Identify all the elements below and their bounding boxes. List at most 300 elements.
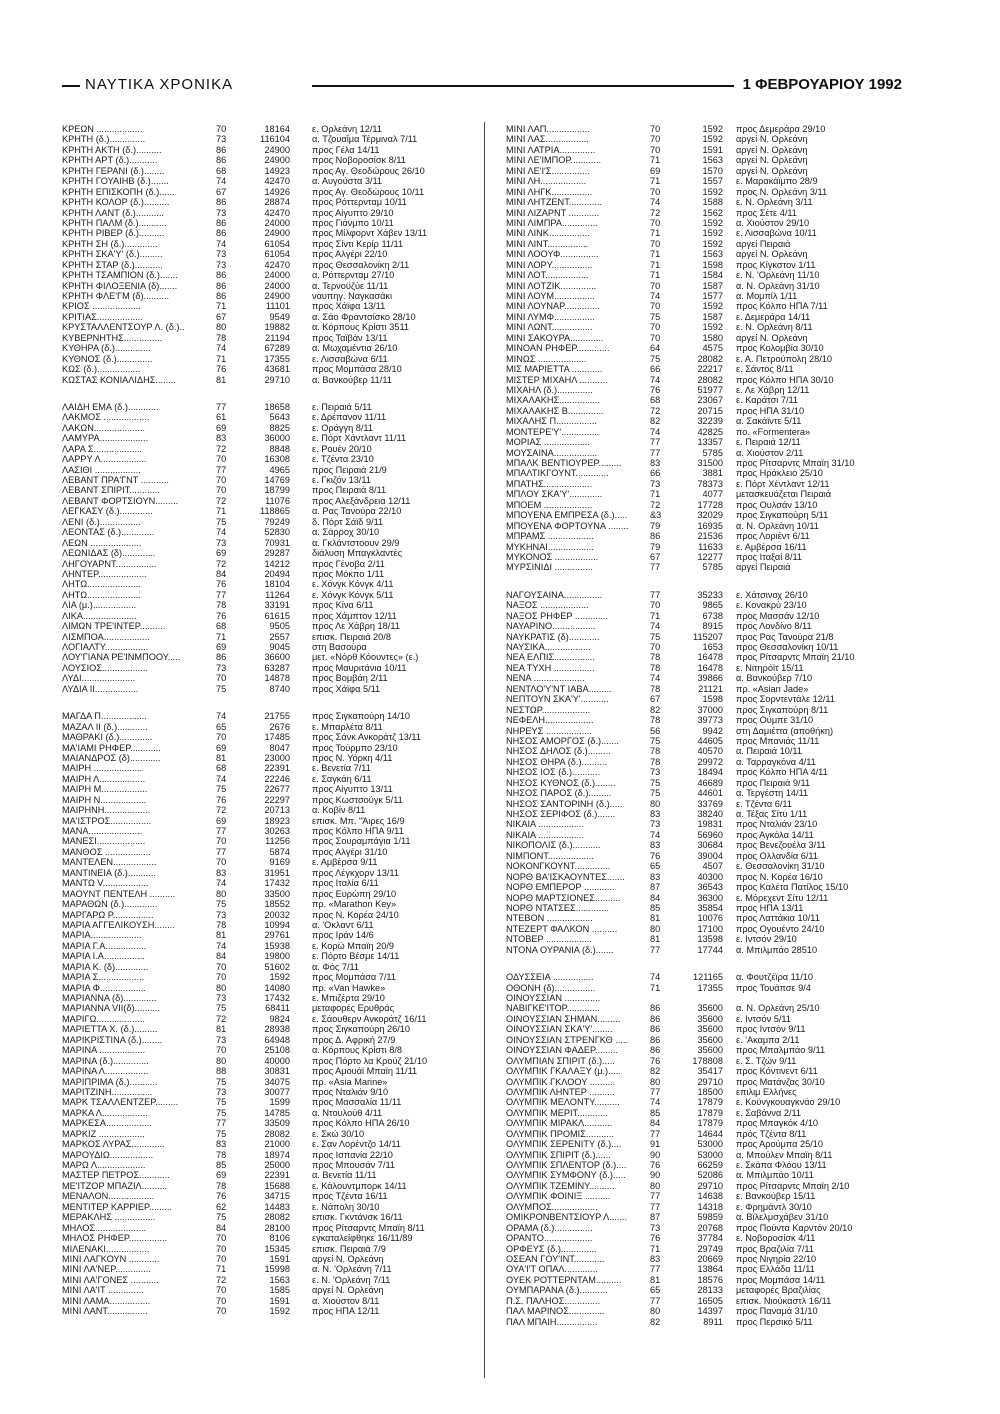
position-info: προς Πειραιά 9/11 (736, 777, 811, 788)
build-year: 75 (216, 784, 227, 795)
build-year: 83 (650, 1253, 661, 1264)
build-year: 72 (650, 207, 661, 218)
tonnage: 1592 (702, 322, 723, 333)
ship-name: ΜΙΝΙ ΛΑΓΚΟΥΝ ............ (62, 1253, 160, 1264)
position-info: προς Ισπανία 22/10 (312, 1149, 393, 1160)
position-info: ε. Λε Χάβρη 12/11 (736, 384, 810, 395)
position-info: ε. Νάπολη 30/10 (312, 1201, 380, 1212)
position-info: προς Μπαλμπάο 9/11 (736, 1045, 826, 1056)
tonnage: 32029 (697, 510, 723, 521)
tonnage: 1570 (702, 165, 723, 176)
build-year: 74 (650, 972, 661, 983)
build-year: 73 (216, 537, 227, 548)
position-info: ε. Μπιζέρτα 29/10 (312, 993, 385, 1003)
ship-name: ΛΟΓΙΑΛΤΥ................. (62, 642, 149, 652)
build-year: 74 (216, 773, 227, 784)
position-info: αργεί Ν. Ορλεάνη (312, 1285, 384, 1296)
ship-name: ΜΟΝΤΕΡΕ'Υ'............... (506, 426, 600, 437)
tonnage: 17485 (264, 732, 290, 743)
build-year: 70 (650, 600, 661, 611)
build-year: 78 (650, 652, 661, 663)
tonnage: 78373 (697, 478, 723, 489)
build-year: 76 (216, 364, 227, 375)
ship-name: ΚΡΗΤΗ ΦΛΕ'ΓΜ (δ).......... (62, 291, 170, 301)
position-info: προς Μασσαλία 11/11 (312, 1097, 402, 1108)
position-info: ε. Κορώ Μπαϊη 20/9 (312, 940, 395, 951)
position-info: προς Αγκόλα 14/11 (736, 829, 814, 840)
tonnage: 25000 (264, 1160, 290, 1170)
tonnage: 24900 (264, 155, 290, 166)
position-info: προς Αγ. Θεοδώρους 10/11 (312, 186, 425, 197)
tonnage: 17432 (264, 878, 290, 889)
ship-name: ΟΔΥΣΣΕΙΑ ................ (506, 972, 594, 983)
ship-name: ΜΠΑΛΚ ΒΕΝΤΙΟΥΡΕΡ......... (506, 458, 622, 468)
ship-name: ΟΛΥΜΠΙΚ ΣΠΙΡΙΤ (δ.)...... (506, 1149, 611, 1160)
position-info: προς Κόντινεντ 6/11 (736, 1066, 818, 1077)
tonnage: 8848 (269, 443, 290, 454)
position-info: προς Τζέντα 16/11 (312, 1191, 388, 1202)
tonnage: 1592 (702, 228, 723, 239)
ship-name: ΛΕΩΝ .................... (62, 537, 142, 548)
position-info: προς Κόλπο ΗΠΑ 30/10 (736, 374, 834, 385)
tonnage: 22246 (264, 773, 290, 784)
position-info: προς Αίγυπτο 29/10 (312, 207, 394, 218)
ship-name: ΟΛΥΜΠΙΚ ΜΕΛΟΝΤΥ.......... (506, 1097, 620, 1108)
ship-name: ΜΑΝΕΣΙ................... (62, 836, 146, 847)
position-info: ε. 'Ακαμπα 2/11 (736, 1034, 800, 1045)
position-info: α. Μωχαμέντια 26/10 (312, 343, 398, 354)
ship-name: ΝΕΑ ΕΛΠΙΣ................ (506, 652, 595, 663)
tonnage: 24900 (264, 228, 290, 239)
build-year: 72 (216, 1274, 227, 1285)
tonnage: 64948 (264, 1034, 290, 1045)
position-info: ε. Σαβάννα 2/11 (736, 1107, 802, 1118)
position-info: ε. Σάντος 8/11 (736, 364, 794, 375)
ship-name: ΛΙΚΑ..................... (62, 610, 137, 621)
tonnage: 42470 (264, 259, 290, 270)
tonnage: 79249 (264, 516, 290, 527)
ship-name: ΜΙΧΑΛΑΚΗΣ................ (506, 395, 601, 406)
ship-name: ΜΙΝΩΣ ................... (506, 353, 587, 364)
tonnage: 11076 (265, 495, 290, 506)
tonnage: 1563 (269, 1274, 290, 1285)
tonnage: 28082 (264, 1212, 290, 1223)
ship-name: ΜΙΛΕΝΑΚΙ................. (62, 1243, 150, 1254)
position-info: προς Περσικό 5/11 (736, 1316, 813, 1327)
ship-name: ΜΑΡΙΑ.................... (62, 930, 142, 941)
tonnage: 30831 (264, 1066, 290, 1077)
ship-name: ΛΥΔΙΑ ΙΙ................. (62, 683, 139, 694)
build-year: 72 (216, 495, 227, 506)
tonnage: 8106 (269, 1233, 290, 1244)
build-year: 78 (650, 756, 661, 767)
position-info: α. Ρόττερνταμ 27/10 (312, 270, 395, 281)
position-info: α. Ντουλούθ 4/11 (312, 1107, 383, 1118)
tonnage: 18494 (697, 767, 723, 778)
tonnage: 16935 (697, 520, 723, 531)
tonnage: 23000 (264, 752, 290, 763)
position-info: προς Ματάνζας 30/10 (736, 1076, 825, 1087)
header-rule (312, 85, 734, 87)
ship-name: ΟΡΦΕΥΣ (δ.).............. (506, 1243, 597, 1254)
build-year: 86 (216, 291, 227, 301)
ship-name: ΜΑΡΓΑΡΩ Ρ................ (62, 909, 154, 920)
position-info: πρός Τζέντα 8/11 (736, 1128, 807, 1139)
position-info: προς Νοβοροσίσκ 8/11 (312, 155, 406, 166)
tonnage: 5874 (269, 846, 290, 857)
tonnage: 14923 (264, 165, 290, 176)
ship-name: ΜΑ'ΙΣΤΡΟΣ................ (62, 815, 152, 826)
tonnage: 29749 (697, 1243, 723, 1254)
tonnage: 22217 (697, 364, 723, 375)
page-header (62, 76, 902, 96)
tonnage: 1557 (702, 176, 723, 187)
ship-name: ΝΕΝΤΛΟ'Υ'ΝΤ ΙΑΒΑ......... (506, 683, 612, 694)
ship-name: ΜΙΝΟΑΝ ΡΗΦΕΡ............. (506, 343, 610, 354)
tonnage: 10076 (697, 913, 723, 924)
build-year: 74 (216, 176, 227, 187)
tonnage: 33769 (697, 798, 723, 809)
build-year: 71 (650, 489, 661, 500)
ship-name: ΜΑ'ΙΑΜΙ ΡΗΦΕΡ............ (62, 742, 161, 753)
ship-name: ΚΥΘΝΟΣ (δ.).............. (62, 353, 153, 364)
ship-name: ΜΑΡΚΙΖ .................. (62, 1128, 145, 1139)
tonnage: 22677 (264, 784, 290, 795)
position-info: προς Λονδίνο 8/11 (736, 621, 812, 632)
ship-name: ΚΡΗΤΗ ΑΚΤΗ (δ.).......... (62, 144, 162, 155)
tonnage: 14397 (697, 1306, 723, 1317)
tonnage: 33500 (264, 888, 290, 899)
build-year: 90 (650, 1170, 661, 1181)
position-info: προς Ρίτσαρντς Μπαϊη 2/10 (736, 1180, 850, 1191)
build-year: 75 (650, 311, 661, 322)
ship-name: ΚΡΗΤΗ ΣΤΑΡ (δ.)........... (62, 259, 163, 270)
tonnage: 33191 (264, 600, 290, 611)
build-year: 74 (650, 673, 661, 684)
position-info: προς Αλγέρι 31/10 (312, 846, 388, 857)
tonnage: 34715 (264, 1191, 290, 1202)
position-info: προς Κολομβία 30/10 (736, 343, 824, 354)
build-year: 64 (650, 343, 661, 354)
ship-name: ΜΙΝΙ ΛΙΝΚ................ (506, 228, 590, 239)
position-info: α. Σακάϊντε 5/11 (736, 416, 802, 427)
ship-name: ΜΕΝΑΛΟΝ.................. (62, 1191, 155, 1202)
position-info: ε. Μαρακάϊμπο 28/9 (736, 176, 818, 187)
build-year: 70 (216, 124, 227, 134)
build-year: 72 (650, 499, 661, 510)
ship-name: ΝΤΕΒΟΝ .................. (506, 913, 593, 924)
ship-name: ΜΑΡΙΕΤΤΑ Χ. (δ.)......... (62, 1024, 158, 1035)
ship-name: ΜΙΝΙ ΛΑΜΑ................ (62, 1295, 151, 1306)
position-info: προς Αγ. Θεοδώρους 26/10 (312, 165, 425, 176)
ship-name: ΜΙΝΙ ΛΟΤΖΙΚ.............. (506, 280, 597, 291)
position-info: προς Ουλσάν 13/10 (736, 499, 818, 510)
position-info: προς Ιταξαί 8/11 (736, 551, 802, 562)
ship-name: ΜΑΡΙΑ Ι.Α................ (62, 951, 145, 962)
ship-name: ΜΙΝΙ ΛΟΥΜ................ (506, 291, 595, 301)
build-year: 83 (216, 1139, 227, 1150)
build-year: 81 (216, 374, 227, 385)
position-info: προς Αλεξάνδρεια 12/11 (312, 495, 411, 506)
ship-name: ΝΙΜΠΟΝΤ.................. (506, 850, 594, 861)
build-year: 84 (216, 951, 227, 962)
build-year: 73 (216, 1086, 227, 1097)
build-year: 90 (650, 1149, 661, 1160)
ship-name: ΛΕΝΙ (δ.)................ (62, 516, 141, 527)
ship-name: ΜΠΑΛΤΙΚΓΟΥΝΤ............. (506, 468, 609, 479)
build-year: 85 (650, 902, 661, 913)
ship-name: ΚΡΥΣΤΑΛΛΕΝΤΣΟΥΡ Λ. (δ.).. (62, 322, 185, 333)
tonnage: 20768 (697, 1222, 723, 1233)
tonnage: 1592 (702, 217, 723, 228)
ship-name: ΜΑΡΙΑ Κ. (δ)............. (62, 961, 149, 972)
tonnage: 2557 (269, 631, 290, 642)
build-year: 80 (216, 1055, 227, 1066)
tonnage: 9824 (269, 1013, 290, 1024)
tonnage: 25108 (264, 1045, 290, 1056)
position-info: ε. Χόνγκ Κόνγκ 4/11 (312, 579, 394, 590)
tonnage: 19831 (697, 819, 723, 830)
tonnage: 30077 (264, 1086, 290, 1097)
ship-name: ΛΕΒΑΝΤ ΠΡΑ'ΓΝΤ ........... (62, 475, 169, 485)
ship-name: ΝΕΣΤΩΡ................... (506, 704, 591, 715)
build-year: 80 (216, 322, 227, 333)
position-info: αργεί Ν. Ορλεάνη (736, 332, 808, 343)
build-year: 86 (650, 1024, 661, 1035)
position-info: προς Ταϊβάν 13/11 (312, 332, 388, 343)
ship-name: ΜΗΛΟΣ.................... (62, 1222, 147, 1233)
position-info: στη Βασούρα (312, 642, 367, 652)
build-year: 70 (216, 454, 227, 465)
build-year: 61 (216, 412, 227, 423)
tonnage: 2676 (269, 721, 290, 732)
ship-name: ΜΙΝΙ ΛΟΡΥ................ (506, 259, 593, 270)
position-info: α. Μπούλεν Μπαϊη 8/11 (736, 1149, 833, 1160)
tonnage: 1592 (269, 1306, 290, 1317)
position-info: προς Χάμπτον 12/11 (312, 610, 397, 621)
tonnage: 40570 (697, 746, 723, 757)
build-year: 75 (650, 788, 661, 799)
position-info: α. Γκλάντστοουν 29/9 (312, 537, 400, 548)
position-info: προς Καλέτα Πατίλος 15/10 (736, 882, 849, 893)
ship-name: ΚΡΗΤΗ ΕΠΙΣΚΟΠΗ (δ.)...... (62, 186, 175, 197)
build-year: 81 (216, 930, 227, 941)
ship-name: ΜΑΡΙΑ Σ.................. (62, 972, 145, 983)
build-year: 77 (650, 1086, 661, 1097)
tonnage: 9549 (269, 311, 290, 322)
position-info: προς Νιγηρία 22/10 (736, 1253, 817, 1264)
ship-name: ΛΗΝΤΕΡ................... (62, 568, 147, 579)
build-year: 71 (650, 610, 661, 621)
position-info: α. Μπιλμπάο 10/11 (736, 1170, 814, 1181)
build-year: 68 (216, 763, 227, 774)
build-year: 86 (216, 155, 227, 166)
ship-name: ΝΗΣΟΣ ΠΑΡΟΣ (δ.)......... (506, 788, 612, 799)
tonnage: 23067 (697, 395, 723, 406)
position-info: ε. Τζέντα 6/11 (736, 798, 792, 809)
build-year: 65 (216, 721, 227, 732)
tonnage: 5785 (702, 447, 723, 458)
build-year: 72 (216, 558, 227, 569)
position-info: επισκ. Πειραιά 7/9 (312, 1243, 386, 1254)
build-year: 67 (216, 311, 227, 322)
position-info: αργεί Ν. Ορλεάνη (736, 155, 808, 166)
build-year: 70 (650, 332, 661, 343)
ship-name: ΟΛΥΜΠΙΚ ΣΥΜΦΟΝΥ (δ.)..... (506, 1170, 626, 1181)
tonnage: 1598 (702, 259, 723, 270)
position-info: α. Ν. Ορλεάνη 10/11 (736, 520, 819, 531)
build-year: 80 (650, 923, 661, 934)
position-info: ε. Δρέπανον 11/11 (312, 412, 387, 423)
ship-name: ΟΥΜΠΑΡΑΝΑ (δ.)........... (506, 1285, 608, 1296)
ship-name: ΜΑΝΘΟΣ .................. (62, 846, 151, 857)
tonnage: 42470 (264, 176, 290, 187)
tonnage: 29972 (697, 756, 723, 767)
tonnage: 30684 (697, 840, 723, 851)
tonnage: 19882 (264, 322, 290, 333)
ship-name: ΚΡΗΤΗ ΓΕΡΑΝΙ (δ.)........ (62, 165, 165, 176)
position-info: αργεί Ν. Ορλεάνη (736, 144, 808, 155)
tonnage: 61054 (264, 238, 290, 249)
position-info: ε. Χάτσινοχ 26/10 (736, 589, 808, 600)
build-year: 75 (650, 777, 661, 788)
ship-name: ΜΑΡΙΚΡΙΣΤΙΝΑ (δ.)........ (62, 1034, 163, 1045)
ship-name: ΛΕΩΝΙΔΑΣ (δ)............. (62, 548, 156, 559)
build-year: 67 (650, 694, 661, 705)
ship-name: ΝΙΚΑΙΑ .................. (506, 829, 585, 840)
build-year: 73 (216, 259, 227, 270)
tonnage: 8915 (702, 621, 723, 632)
ship-name: ΟΜΙΚΡΟΝΒΕΝΤΣΙΟΥΡ Λ....... (506, 1212, 628, 1223)
position-info: ε. Ιντσόν 5/11 (736, 1013, 791, 1024)
build-year: 77 (650, 589, 661, 600)
tonnage: 17879 (697, 1118, 723, 1129)
ship-name: ΝΕΑ ΤΥΧΗ ................ (506, 662, 595, 673)
position-info: α. Μπιλμπάο 28510 (736, 944, 818, 955)
tonnage: 52086 (697, 1170, 723, 1181)
build-year: 70 (650, 280, 661, 291)
tonnage: 31951 (264, 867, 290, 878)
tonnage: 40000 (264, 1055, 290, 1066)
build-year: 86 (650, 1003, 661, 1014)
build-year: 80 (216, 982, 227, 993)
position-info: ε. Α. Πετρούπολη 28/10 (736, 353, 833, 364)
position-info: προς Γέλα 14/11 (312, 144, 380, 155)
ship-name: ΜΙΝΙ ΛΑΝΤ................ (62, 1306, 148, 1317)
position-info: προς Χάϊφα 5/11 (312, 683, 381, 694)
build-year: 70 (650, 144, 661, 155)
tonnage: 36000 (264, 433, 290, 444)
build-year: 88 (216, 1066, 227, 1077)
build-year: 70 (216, 836, 227, 847)
build-year: 70 (216, 485, 227, 496)
ship-name: ΛΑΙΔΗ ΕΜΑ (δ.)............ (62, 401, 159, 412)
build-year: 86 (216, 228, 227, 239)
position-info: ε. Τζέντα 23/10 (312, 454, 374, 465)
position-info: προς ΗΠΑ 13/11 (736, 902, 804, 913)
position-info: προς Ιράν 14/6 (312, 930, 374, 941)
tonnage: 14318 (697, 1201, 723, 1212)
tonnage: 1592 (702, 301, 723, 312)
position-info: προς Ν. Ορλεάνη 3/11 (736, 186, 828, 197)
tonnage: 4507 (702, 861, 723, 872)
ship-name: ΛΑΡΑ Σ................... (62, 443, 143, 454)
tonnage: 53000 (697, 1139, 723, 1150)
build-year: 86 (216, 280, 227, 291)
tonnage: 21194 (265, 332, 290, 343)
build-year: 75 (216, 899, 227, 910)
ship-name: ΛΑΣΙΘΙ .................. (62, 464, 141, 475)
tonnage: 21000 (264, 1139, 290, 1150)
header-dash (62, 85, 80, 87)
ship-name: ΜΑΙΡΗ Λ.................. (62, 773, 146, 784)
ship-name: ΜΙΝΙ ΛΑ'ΓΟΝΕΣ ........... (62, 1274, 159, 1285)
build-year: 84 (650, 1118, 661, 1129)
tonnage: 37000 (697, 704, 723, 715)
ship-name: ΟΛΥΜΠΙΚ ΓΚΛΟΟΥ .......... (506, 1076, 616, 1087)
tonnage: 15345 (264, 1243, 290, 1254)
ship-name: ΜΑΡΑΘΩΝ (δ.)............. (62, 899, 158, 910)
build-year: 73 (650, 478, 661, 489)
build-year: 70 (216, 1045, 227, 1056)
ship-name: ΚΩΣΤΑΣ ΚΟΝΙΑΛΙΔΗΣ........ (62, 374, 176, 385)
tonnage: 1588 (702, 197, 723, 208)
position-info: πρ. «Van Hawke» (312, 982, 386, 993)
build-year: 86 (216, 652, 227, 663)
ship-name: ΚΡΗΤΗ ΠΑΛΜ (δ.)........... (62, 217, 167, 228)
ship-name: ΜΑΝΑ..................... (62, 826, 143, 836)
ship-name: ΚΡΗΤΗ ΣΗ (δ.)............. (62, 238, 158, 249)
position-info: διάλυση Μπαγκλαντές (312, 548, 403, 559)
ship-name: ΝΗΣΟΣ ΚΥΘΝΟΣ (δ.)........ (506, 777, 616, 788)
position-info: α. Φουτζέϊρα 11/10 (736, 972, 813, 983)
build-year: 77 (650, 1128, 661, 1139)
ship-name: ΜΕΡΑΚΛΗΣ ................ (62, 1212, 156, 1223)
build-year: 79 (650, 541, 661, 552)
tonnage: 6738 (702, 610, 723, 621)
ship-name: ΜΕ'ΙΤΖΟΡ ΜΠΑΖΙΛ.......... (62, 1180, 168, 1191)
ship-name: ΟΥΕΚ ΡΟΤΤΕΡΝΤΑΜ.......... (506, 1274, 622, 1285)
ship-name: ΝΙΚΑΙΑ .................. (506, 819, 585, 830)
ship-name: ΝΟΡΘ ΕΜΠΕΡΟΡ ............ (506, 882, 615, 893)
tonnage: 4965 (269, 464, 290, 475)
build-year: 78 (216, 600, 227, 611)
build-year: 69 (216, 815, 227, 826)
position-info: α. Χιούστον 8/11 (312, 1295, 380, 1306)
position-info: ε. Λισσαβώνα 10/11 (736, 228, 817, 239)
position-info: προς Μίλφορντ Χάβεν 13/11 (312, 228, 428, 239)
build-year: 77 (216, 1118, 227, 1129)
build-year: 76 (650, 1160, 661, 1170)
position-info: προς Πόρτο λα Κρούζ 21/10 (312, 1055, 428, 1066)
ship-name: ΚΡΗΤΗ ΡΙΒΕΡ (δ.).......... (62, 228, 165, 239)
build-year: 76 (216, 579, 227, 590)
tonnage: 44601 (697, 788, 723, 799)
build-year: 82 (650, 1316, 661, 1327)
ship-name: ΜΑΡΚ ΤΣΑΛΛΕΝΤΖΕΡ......... (62, 1097, 179, 1108)
position-info: προς Κωστσούγκ 5/11 (312, 794, 403, 805)
build-year: 78 (216, 332, 227, 343)
tonnage: 18658 (264, 401, 290, 412)
ship-name: ΜΠΑΤΗΣ................... (506, 478, 593, 489)
tonnage: 1584 (702, 270, 723, 281)
ship-name: ΝΟΡΘ ΝΤΑΤΣΕΣ............. (506, 902, 609, 913)
build-year: 75 (216, 1003, 227, 1014)
tonnage: 15938 (264, 940, 290, 951)
tonnage: 61615 (264, 610, 290, 621)
build-year: 70 (216, 1306, 227, 1317)
build-year: 71 (650, 270, 661, 281)
